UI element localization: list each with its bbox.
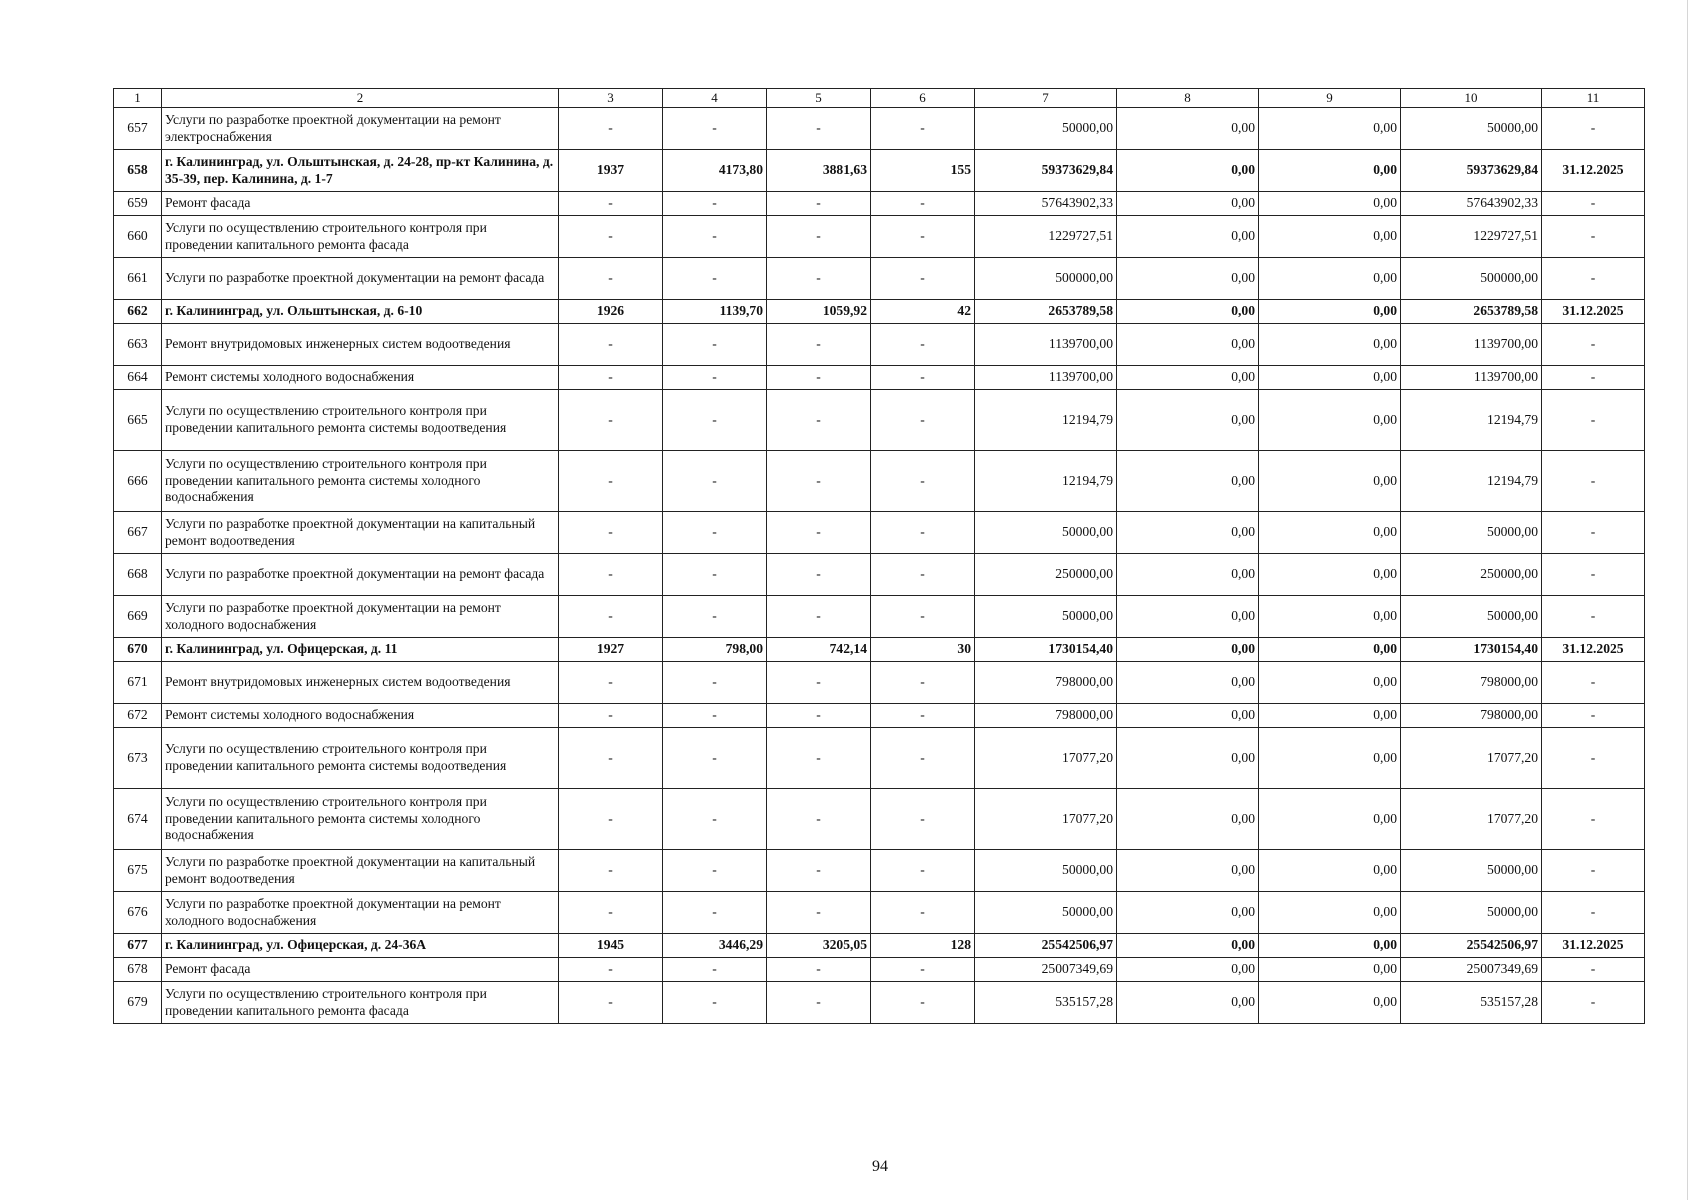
area-total-cell: - — [663, 366, 767, 390]
area-living-cell: 3881,63 — [767, 150, 871, 192]
year-cell: - — [559, 596, 663, 638]
deadline-cell: - — [1542, 108, 1645, 150]
cost-col8-cell: 0,00 — [1117, 108, 1259, 150]
cost-total-cell: 25542506,97 — [975, 934, 1117, 958]
residents-cell: - — [871, 850, 975, 892]
year-cell: 1945 — [559, 934, 663, 958]
cost-col10-cell: 50000,00 — [1401, 512, 1542, 554]
cost-col10-cell: 1139700,00 — [1401, 366, 1542, 390]
deadline-cell: - — [1542, 662, 1645, 704]
area-total-cell: - — [663, 554, 767, 596]
table-row — [114, 704, 1645, 728]
row-number: 665 — [114, 390, 162, 451]
area-total-cell: - — [663, 390, 767, 451]
cost-col10-cell: 798000,00 — [1401, 704, 1542, 728]
table-row — [114, 451, 1645, 512]
table-row — [114, 324, 1645, 366]
cost-col8-cell: 0,00 — [1117, 390, 1259, 451]
table-row — [114, 512, 1645, 554]
year-cell: - — [559, 982, 663, 1024]
cost-col10-cell: 50000,00 — [1401, 892, 1542, 934]
residents-cell: - — [871, 958, 975, 982]
row-number: 664 — [114, 366, 162, 390]
deadline-cell: - — [1542, 789, 1645, 850]
cost-col10-cell: 535157,28 — [1401, 982, 1542, 1024]
cost-col8-cell: 0,00 — [1117, 300, 1259, 324]
cost-col10-cell: 2653789,58 — [1401, 300, 1542, 324]
col-header-2: 2 — [162, 89, 559, 108]
residents-cell: - — [871, 892, 975, 934]
area-living-cell: - — [767, 850, 871, 892]
col-header-5: 5 — [767, 89, 871, 108]
deadline-cell: - — [1542, 596, 1645, 638]
cost-total-cell: 25007349,69 — [975, 958, 1117, 982]
area-total-cell: 798,00 — [663, 638, 767, 662]
cost-col9-cell: 0,00 — [1259, 300, 1401, 324]
cost-col9-cell: 0,00 — [1259, 192, 1401, 216]
row-number: 667 — [114, 512, 162, 554]
scan-edge-line — [1687, 0, 1688, 1200]
cost-col9-cell: 0,00 — [1259, 958, 1401, 982]
area-living-cell: - — [767, 258, 871, 300]
year-cell: 1937 — [559, 150, 663, 192]
cost-col8-cell: 0,00 — [1117, 216, 1259, 258]
row-number: 676 — [114, 892, 162, 934]
cost-col8-cell: 0,00 — [1117, 554, 1259, 596]
work-name: Услуги по осуществлению строительного контроля при проведении капитального ремонта фасада — [162, 982, 559, 1024]
residents-cell: - — [871, 512, 975, 554]
table-row — [114, 554, 1645, 596]
cost-col10-cell: 59373629,84 — [1401, 150, 1542, 192]
year-cell: - — [559, 258, 663, 300]
table-row — [114, 258, 1645, 300]
cost-col9-cell: 0,00 — [1259, 596, 1401, 638]
deadline-cell: - — [1542, 192, 1645, 216]
cost-col10-cell: 1139700,00 — [1401, 324, 1542, 366]
year-cell: 1926 — [559, 300, 663, 324]
area-total-cell: - — [663, 596, 767, 638]
work-name: Ремонт системы холодного водоснабжения — [162, 366, 559, 390]
cost-col8-cell: 0,00 — [1117, 789, 1259, 850]
cost-total-cell: 1139700,00 — [975, 324, 1117, 366]
area-total-cell: - — [663, 512, 767, 554]
work-name: Услуги по разработке проектной документации на ремонт фасада — [162, 258, 559, 300]
table-row — [114, 390, 1645, 451]
cost-total-cell: 50000,00 — [975, 512, 1117, 554]
deadline-cell: - — [1542, 216, 1645, 258]
cost-col8-cell: 0,00 — [1117, 728, 1259, 789]
cost-col8-cell: 0,00 — [1117, 982, 1259, 1024]
deadline-cell: - — [1542, 704, 1645, 728]
row-number: 669 — [114, 596, 162, 638]
cost-col8-cell: 0,00 — [1117, 451, 1259, 512]
cost-col10-cell: 57643902,33 — [1401, 192, 1542, 216]
cost-col9-cell: 0,00 — [1259, 850, 1401, 892]
page-number: 94 — [872, 1158, 888, 1175]
work-name: Услуги по осуществлению строительного контроля при проведении капитального ремонта системы холодного водоснабжения — [162, 451, 559, 512]
cost-col9-cell: 0,00 — [1259, 366, 1401, 390]
deadline-cell: - — [1542, 892, 1645, 934]
row-number: 678 — [114, 958, 162, 982]
cost-col8-cell: 0,00 — [1117, 638, 1259, 662]
area-living-cell: - — [767, 596, 871, 638]
cost-col9-cell: 0,00 — [1259, 390, 1401, 451]
residents-cell: - — [871, 728, 975, 789]
table-row — [114, 192, 1645, 216]
works-table — [113, 88, 1645, 1024]
row-number: 671 — [114, 662, 162, 704]
area-living-cell: - — [767, 451, 871, 512]
deadline-cell: - — [1542, 982, 1645, 1024]
year-cell: - — [559, 366, 663, 390]
col-header-9: 9 — [1259, 89, 1401, 108]
work-name: Ремонт внутридомовых инженерных систем водоотведения — [162, 662, 559, 704]
row-number: 672 — [114, 704, 162, 728]
year-cell: - — [559, 789, 663, 850]
area-living-cell: - — [767, 982, 871, 1024]
area-living-cell: - — [767, 366, 871, 390]
year-cell: - — [559, 512, 663, 554]
deadline-cell: 31.12.2025 — [1542, 300, 1645, 324]
cost-col9-cell: 0,00 — [1259, 258, 1401, 300]
column-number-row — [114, 89, 1645, 108]
cost-col8-cell: 0,00 — [1117, 192, 1259, 216]
deadline-cell: - — [1542, 324, 1645, 366]
area-total-cell: - — [663, 850, 767, 892]
area-total-cell: - — [663, 958, 767, 982]
cost-col8-cell: 0,00 — [1117, 662, 1259, 704]
residents-cell: 128 — [871, 934, 975, 958]
area-living-cell: - — [767, 216, 871, 258]
residents-cell: - — [871, 390, 975, 451]
cost-col8-cell: 0,00 — [1117, 324, 1259, 366]
cost-col9-cell: 0,00 — [1259, 512, 1401, 554]
area-total-cell: - — [663, 192, 767, 216]
address-row — [114, 934, 1645, 958]
work-name: г. Калининград, ул. Ольштынская, д. 24-28, пр-кт Калинина, д. 35-39, пер. Калинина, д. 1-7 — [162, 150, 559, 192]
table-row — [114, 662, 1645, 704]
row-number: 661 — [114, 258, 162, 300]
row-number: 668 — [114, 554, 162, 596]
cost-col9-cell: 0,00 — [1259, 108, 1401, 150]
area-total-cell: - — [663, 324, 767, 366]
work-name: Услуги по разработке проектной документации на капитальный ремонт водоотведения — [162, 850, 559, 892]
cost-col8-cell: 0,00 — [1117, 366, 1259, 390]
cost-total-cell: 17077,20 — [975, 728, 1117, 789]
cost-col8-cell: 0,00 — [1117, 892, 1259, 934]
cost-col10-cell: 1229727,51 — [1401, 216, 1542, 258]
cost-total-cell: 50000,00 — [975, 892, 1117, 934]
residents-cell: 155 — [871, 150, 975, 192]
work-name: Ремонт внутридомовых инженерных систем водоотведения — [162, 324, 559, 366]
area-living-cell: - — [767, 789, 871, 850]
col-header-6: 6 — [871, 89, 975, 108]
cost-total-cell: 1139700,00 — [975, 366, 1117, 390]
cost-col9-cell: 0,00 — [1259, 728, 1401, 789]
row-number: 657 — [114, 108, 162, 150]
residents-cell: - — [871, 366, 975, 390]
work-name: Услуги по осуществлению строительного контроля при проведении капитального ремонта системы холодного водоснабжения — [162, 789, 559, 850]
table-row — [114, 982, 1645, 1024]
cost-col8-cell: 0,00 — [1117, 958, 1259, 982]
deadline-cell: - — [1542, 512, 1645, 554]
row-number: 663 — [114, 324, 162, 366]
col-header-11: 11 — [1542, 89, 1645, 108]
year-cell: - — [559, 704, 663, 728]
col-header-7: 7 — [975, 89, 1117, 108]
area-living-cell: - — [767, 728, 871, 789]
cost-col10-cell: 798000,00 — [1401, 662, 1542, 704]
cost-col8-cell: 0,00 — [1117, 934, 1259, 958]
cost-col9-cell: 0,00 — [1259, 934, 1401, 958]
table-row — [114, 958, 1645, 982]
cost-col8-cell: 0,00 — [1117, 850, 1259, 892]
residents-cell: - — [871, 451, 975, 512]
residents-cell: 42 — [871, 300, 975, 324]
row-number: 662 — [114, 300, 162, 324]
row-number: 674 — [114, 789, 162, 850]
cost-col10-cell: 500000,00 — [1401, 258, 1542, 300]
table-row — [114, 789, 1645, 850]
work-name: Услуги по разработке проектной документации на ремонт фасада — [162, 554, 559, 596]
area-total-cell: - — [663, 216, 767, 258]
deadline-cell: 31.12.2025 — [1542, 934, 1645, 958]
cost-col10-cell: 17077,20 — [1401, 789, 1542, 850]
residents-cell: - — [871, 662, 975, 704]
area-living-cell: 3205,05 — [767, 934, 871, 958]
work-name: Ремонт фасада — [162, 958, 559, 982]
residents-cell: - — [871, 216, 975, 258]
cost-col10-cell: 17077,20 — [1401, 728, 1542, 789]
cost-col10-cell: 12194,79 — [1401, 451, 1542, 512]
cost-col9-cell: 0,00 — [1259, 451, 1401, 512]
area-living-cell: - — [767, 390, 871, 451]
area-total-cell: - — [663, 451, 767, 512]
cost-col10-cell: 25542506,97 — [1401, 934, 1542, 958]
cost-total-cell: 12194,79 — [975, 390, 1117, 451]
cost-total-cell: 12194,79 — [975, 451, 1117, 512]
residents-cell: - — [871, 789, 975, 850]
year-cell: - — [559, 390, 663, 451]
area-living-cell: 742,14 — [767, 638, 871, 662]
cost-col10-cell: 12194,79 — [1401, 390, 1542, 451]
residents-cell: - — [871, 982, 975, 1024]
cost-total-cell: 1229727,51 — [975, 216, 1117, 258]
table-row — [114, 108, 1645, 150]
address-row — [114, 150, 1645, 192]
row-number: 659 — [114, 192, 162, 216]
area-total-cell: - — [663, 728, 767, 789]
year-cell: - — [559, 108, 663, 150]
area-living-cell: - — [767, 892, 871, 934]
cost-col9-cell: 0,00 — [1259, 704, 1401, 728]
year-cell: - — [559, 958, 663, 982]
year-cell: - — [559, 216, 663, 258]
table-row — [114, 596, 1645, 638]
area-living-cell: - — [767, 324, 871, 366]
cost-total-cell: 50000,00 — [975, 850, 1117, 892]
col-header-8: 8 — [1117, 89, 1259, 108]
residents-cell: - — [871, 596, 975, 638]
cost-col9-cell: 0,00 — [1259, 324, 1401, 366]
work-name: Услуги по разработке проектной документации на ремонт холодного водоснабжения — [162, 892, 559, 934]
deadline-cell: - — [1542, 958, 1645, 982]
area-total-cell: - — [663, 258, 767, 300]
area-total-cell: 1139,70 — [663, 300, 767, 324]
area-living-cell: - — [767, 958, 871, 982]
residents-cell: - — [871, 704, 975, 728]
cost-total-cell: 59373629,84 — [975, 150, 1117, 192]
row-number: 660 — [114, 216, 162, 258]
area-living-cell: - — [767, 108, 871, 150]
area-living-cell: - — [767, 662, 871, 704]
col-header-4: 4 — [663, 89, 767, 108]
work-name: Ремонт фасада — [162, 192, 559, 216]
cost-col9-cell: 0,00 — [1259, 789, 1401, 850]
row-number: 677 — [114, 934, 162, 958]
cost-col9-cell: 0,00 — [1259, 638, 1401, 662]
year-cell: - — [559, 850, 663, 892]
cost-total-cell: 250000,00 — [975, 554, 1117, 596]
cost-col10-cell: 25007349,69 — [1401, 958, 1542, 982]
cost-col8-cell: 0,00 — [1117, 596, 1259, 638]
deadline-cell: - — [1542, 728, 1645, 789]
row-number: 658 — [114, 150, 162, 192]
area-total-cell: - — [663, 892, 767, 934]
cost-col9-cell: 0,00 — [1259, 662, 1401, 704]
residents-cell: - — [871, 192, 975, 216]
col-header-10: 10 — [1401, 89, 1542, 108]
cost-total-cell: 17077,20 — [975, 789, 1117, 850]
cost-total-cell: 500000,00 — [975, 258, 1117, 300]
work-name: Услуги по разработке проектной документации на ремонт электроснабжения — [162, 108, 559, 150]
row-number: 670 — [114, 638, 162, 662]
year-cell: - — [559, 192, 663, 216]
table-row — [114, 892, 1645, 934]
deadline-cell: 31.12.2025 — [1542, 150, 1645, 192]
area-living-cell: - — [767, 704, 871, 728]
year-cell: - — [559, 324, 663, 366]
area-total-cell: - — [663, 662, 767, 704]
area-total-cell: - — [663, 789, 767, 850]
deadline-cell: - — [1542, 258, 1645, 300]
row-number: 675 — [114, 850, 162, 892]
area-total-cell: - — [663, 704, 767, 728]
cost-total-cell: 798000,00 — [975, 704, 1117, 728]
deadline-cell: - — [1542, 554, 1645, 596]
deadline-cell: 31.12.2025 — [1542, 638, 1645, 662]
residents-cell: - — [871, 258, 975, 300]
year-cell: - — [559, 728, 663, 789]
address-row — [114, 300, 1645, 324]
year-cell: 1927 — [559, 638, 663, 662]
table-row — [114, 366, 1645, 390]
year-cell: - — [559, 662, 663, 704]
cost-col9-cell: 0,00 — [1259, 150, 1401, 192]
year-cell: - — [559, 451, 663, 512]
area-living-cell: - — [767, 554, 871, 596]
work-name: Услуги по разработке проектной документации на ремонт холодного водоснабжения — [162, 596, 559, 638]
area-living-cell: - — [767, 512, 871, 554]
work-name: Услуги по осуществлению строительного контроля при проведении капитального ремонта фасада — [162, 216, 559, 258]
residents-cell: - — [871, 108, 975, 150]
year-cell: - — [559, 892, 663, 934]
deadline-cell: - — [1542, 850, 1645, 892]
work-name: Услуги по осуществлению строительного контроля при проведении капитального ремонта системы водоотведения — [162, 728, 559, 789]
cost-total-cell: 798000,00 — [975, 662, 1117, 704]
cost-col9-cell: 0,00 — [1259, 892, 1401, 934]
deadline-cell: - — [1542, 366, 1645, 390]
area-total-cell: - — [663, 108, 767, 150]
address-row — [114, 638, 1645, 662]
residents-cell: 30 — [871, 638, 975, 662]
row-number: 673 — [114, 728, 162, 789]
table-row — [114, 850, 1645, 892]
row-number: 679 — [114, 982, 162, 1024]
cost-col10-cell: 50000,00 — [1401, 850, 1542, 892]
work-name: г. Калининград, ул. Офицерская, д. 24-36А — [162, 934, 559, 958]
col-header-1: 1 — [114, 89, 162, 108]
row-number: 666 — [114, 451, 162, 512]
cost-col10-cell: 250000,00 — [1401, 554, 1542, 596]
cost-col8-cell: 0,00 — [1117, 150, 1259, 192]
cost-col9-cell: 0,00 — [1259, 554, 1401, 596]
deadline-cell: - — [1542, 451, 1645, 512]
work-name: г. Калининград, ул. Офицерская, д. 11 — [162, 638, 559, 662]
work-name: г. Калининград, ул. Ольштынская, д. 6-10 — [162, 300, 559, 324]
cost-col10-cell: 50000,00 — [1401, 596, 1542, 638]
work-name: Услуги по разработке проектной документации на капитальный ремонт водоотведения — [162, 512, 559, 554]
cost-col10-cell: 1730154,40 — [1401, 638, 1542, 662]
residents-cell: - — [871, 324, 975, 366]
col-header-3: 3 — [559, 89, 663, 108]
cost-col8-cell: 0,00 — [1117, 704, 1259, 728]
cost-total-cell: 50000,00 — [975, 108, 1117, 150]
year-cell: - — [559, 554, 663, 596]
residents-cell: - — [871, 554, 975, 596]
cost-col10-cell: 50000,00 — [1401, 108, 1542, 150]
area-living-cell: - — [767, 192, 871, 216]
cost-col8-cell: 0,00 — [1117, 258, 1259, 300]
cost-col9-cell: 0,00 — [1259, 982, 1401, 1024]
cost-total-cell: 1730154,40 — [975, 638, 1117, 662]
cost-total-cell: 50000,00 — [975, 596, 1117, 638]
work-name: Услуги по осуществлению строительного контроля при проведении капитального ремонта системы водоотведения — [162, 390, 559, 451]
table-row — [114, 216, 1645, 258]
work-name: Ремонт системы холодного водоснабжения — [162, 704, 559, 728]
cost-col8-cell: 0,00 — [1117, 512, 1259, 554]
cost-total-cell: 2653789,58 — [975, 300, 1117, 324]
area-living-cell: 1059,92 — [767, 300, 871, 324]
area-total-cell: - — [663, 982, 767, 1024]
table-row — [114, 728, 1645, 789]
cost-total-cell: 535157,28 — [975, 982, 1117, 1024]
area-total-cell: 4173,80 — [663, 150, 767, 192]
deadline-cell: - — [1542, 390, 1645, 451]
cost-col9-cell: 0,00 — [1259, 216, 1401, 258]
cost-total-cell: 57643902,33 — [975, 192, 1117, 216]
area-total-cell: 3446,29 — [663, 934, 767, 958]
